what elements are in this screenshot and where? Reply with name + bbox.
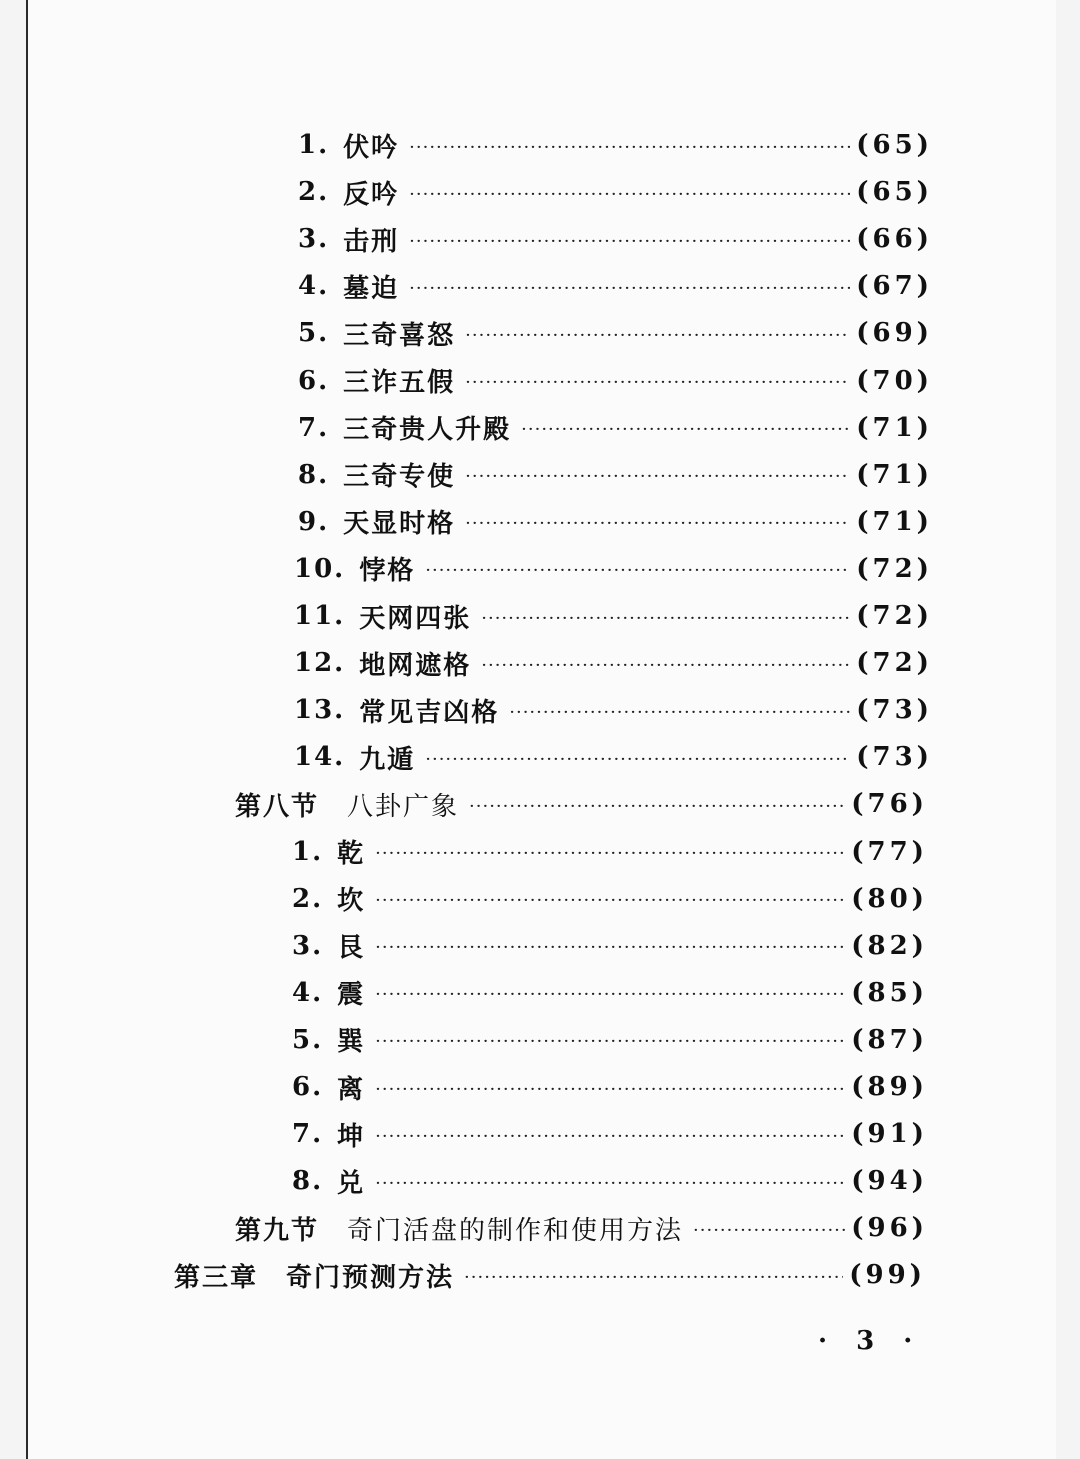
toc-entry bbox=[298, 266, 933, 306]
toc-entry bbox=[294, 690, 933, 730]
toc-entry-page: (80) bbox=[851, 883, 928, 914]
toc-entry-number: 8. bbox=[298, 459, 330, 490]
toc-entry bbox=[292, 1114, 928, 1154]
toc-entry bbox=[298, 125, 933, 165]
toc-entry-page: (73) bbox=[856, 742, 933, 773]
toc-entry-title: 天显时格 bbox=[343, 509, 456, 540]
dot-leader bbox=[481, 655, 850, 676]
dot-leader bbox=[425, 749, 850, 770]
toc-entry bbox=[298, 172, 933, 212]
toc-entry-title: 奇门预测方法 bbox=[286, 1262, 455, 1293]
toc-entry-page: (71) bbox=[856, 506, 933, 537]
toc-entry-title: 地网遮格 bbox=[359, 650, 472, 681]
toc-entry-page: (89) bbox=[851, 1072, 928, 1102]
dot-leader bbox=[465, 325, 850, 346]
toc-entry-number: 8. bbox=[292, 1166, 324, 1197]
toc-entry-title: 三诈五假 bbox=[343, 368, 456, 398]
toc-entry bbox=[292, 1161, 928, 1201]
dot-leader bbox=[481, 608, 850, 629]
dot-leader bbox=[464, 1267, 843, 1288]
toc-entry bbox=[294, 737, 933, 777]
toc-entry-number: 11. bbox=[294, 601, 346, 631]
page-number: · 3 · bbox=[818, 1326, 923, 1356]
toc-entry-page: (72) bbox=[856, 601, 933, 631]
toc-entry-title: 三奇贵人升殿 bbox=[343, 415, 512, 446]
toc-entry-title: 艮 bbox=[337, 933, 366, 964]
toc-entry-page: (91) bbox=[851, 1119, 928, 1150]
toc-entry-title: 奇门活盘的制作和使用方法 bbox=[347, 1215, 684, 1246]
toc-entry-page: (69) bbox=[856, 318, 933, 349]
toc-entry-title: 兑 bbox=[337, 1168, 366, 1199]
toc-entry-page: (85) bbox=[851, 977, 928, 1008]
toc-entry-page: (94) bbox=[851, 1166, 928, 1197]
toc-entry-number: 5. bbox=[298, 318, 330, 349]
dot-leader bbox=[425, 560, 850, 581]
toc-entry bbox=[298, 219, 933, 259]
toc-entry-page: (66) bbox=[856, 224, 933, 255]
toc-entry-title: 三奇喜怒 bbox=[343, 320, 456, 351]
toc-entry-page: (65) bbox=[856, 177, 933, 208]
toc-entry-page: (71) bbox=[856, 459, 933, 490]
toc-entry bbox=[294, 643, 933, 683]
dot-leader bbox=[409, 231, 850, 252]
toc-entry-number: 4. bbox=[292, 977, 324, 1008]
toc-entry-page: (96) bbox=[851, 1213, 928, 1244]
dot-leader bbox=[375, 1173, 845, 1194]
toc-entry-number: 13. bbox=[294, 695, 346, 726]
dot-leader bbox=[465, 466, 850, 487]
toc-entry bbox=[292, 832, 928, 872]
dot-leader bbox=[409, 184, 850, 205]
toc-entry-number: 2. bbox=[298, 177, 330, 208]
toc-section-entry bbox=[235, 1208, 928, 1248]
toc-entry bbox=[298, 502, 933, 542]
toc-entry-number: 12. bbox=[294, 648, 346, 679]
toc-entry-page: (70) bbox=[856, 365, 933, 396]
toc-entry-title: 震 bbox=[337, 980, 366, 1011]
toc-entry-title: 三奇专使 bbox=[343, 462, 456, 493]
dot-leader bbox=[465, 513, 850, 534]
toc-entry-number: 3. bbox=[292, 930, 324, 961]
toc-entry-number: 4. bbox=[298, 271, 330, 302]
toc-entry-page: (67) bbox=[856, 271, 933, 302]
toc-entry-title: 九遁 bbox=[359, 744, 416, 775]
toc-entry-page: (65) bbox=[856, 130, 933, 160]
toc-entry bbox=[292, 1020, 928, 1060]
toc-entry bbox=[294, 549, 933, 589]
toc-entry-page: (77) bbox=[851, 836, 928, 867]
toc-entry bbox=[292, 973, 928, 1013]
dot-leader bbox=[375, 890, 845, 911]
toc-entry bbox=[298, 408, 933, 448]
toc-entry-title: 常见吉凶格 bbox=[359, 697, 500, 728]
dot-leader bbox=[509, 702, 850, 723]
dot-leader bbox=[375, 1079, 845, 1100]
book-page bbox=[26, 0, 1056, 1459]
toc-entry-number: 14. bbox=[294, 742, 346, 773]
toc-entry-title: 伏吟 bbox=[343, 132, 400, 163]
toc-entry-title: 天网四张 bbox=[359, 603, 472, 634]
toc-entry bbox=[298, 361, 933, 401]
toc-entry bbox=[294, 596, 933, 636]
toc-entry-title: 坎 bbox=[337, 886, 366, 917]
toc-section-entry bbox=[235, 784, 928, 824]
toc-entry-page: (87) bbox=[851, 1024, 928, 1055]
toc-entry bbox=[292, 879, 928, 919]
toc-entry-number: 6. bbox=[298, 365, 330, 396]
toc-entry-number: 9. bbox=[298, 506, 330, 537]
toc-entry bbox=[292, 1067, 928, 1107]
toc-entry-title: 击刑 bbox=[343, 226, 400, 257]
toc-entry-page: (73) bbox=[856, 695, 933, 726]
dot-leader bbox=[409, 137, 850, 158]
toc-chapter-entry bbox=[174, 1255, 926, 1295]
toc-entry-number: 3. bbox=[298, 224, 330, 255]
toc-entry-title: 墓迫 bbox=[343, 273, 400, 304]
toc-entry-number: 第九节 bbox=[235, 1215, 320, 1246]
toc-entry-title: 八卦广象 bbox=[347, 791, 460, 822]
toc-entry-number: 6. bbox=[292, 1072, 324, 1102]
toc-entry bbox=[298, 313, 933, 353]
toc-entry-number: 1. bbox=[298, 130, 330, 160]
toc-entry-title: 悖格 bbox=[359, 556, 416, 587]
toc-entry-title: 离 bbox=[337, 1074, 366, 1105]
toc-entry-title: 反吟 bbox=[343, 179, 400, 210]
toc-entry-title: 巽 bbox=[337, 1027, 366, 1058]
toc-entry-page: (72) bbox=[856, 648, 933, 679]
toc-entry-number: 2. bbox=[292, 883, 324, 914]
dot-leader bbox=[375, 937, 845, 958]
dot-leader bbox=[465, 372, 850, 393]
dot-leader bbox=[469, 796, 845, 817]
toc-entry-number: 5. bbox=[292, 1024, 324, 1055]
toc-entry-page: (99) bbox=[849, 1260, 926, 1291]
toc-entry bbox=[292, 926, 928, 966]
toc-entry-title: 坤 bbox=[337, 1121, 366, 1152]
toc-entry-number: 第八节 bbox=[235, 791, 320, 822]
toc-entry-number: 7. bbox=[292, 1119, 324, 1150]
dot-leader bbox=[693, 1220, 845, 1241]
toc-entry-page: (76) bbox=[851, 789, 928, 820]
toc-entry bbox=[298, 455, 933, 495]
toc-entry-page: (72) bbox=[856, 553, 933, 584]
toc-entry-page: (71) bbox=[856, 412, 933, 443]
toc-entry-number: 第三章 bbox=[174, 1262, 259, 1293]
toc-entry-number: 10. bbox=[294, 553, 346, 584]
dot-leader bbox=[375, 1126, 845, 1147]
dot-leader bbox=[375, 843, 845, 864]
toc-entry-page: (82) bbox=[851, 930, 928, 961]
toc-entry-number: 1. bbox=[292, 836, 324, 867]
dot-leader bbox=[375, 984, 845, 1005]
toc-entry-title: 乾 bbox=[337, 839, 366, 869]
dot-leader bbox=[521, 419, 850, 440]
dot-leader bbox=[375, 1031, 845, 1052]
toc-entry-number: 7. bbox=[298, 412, 330, 443]
dot-leader bbox=[409, 278, 850, 299]
